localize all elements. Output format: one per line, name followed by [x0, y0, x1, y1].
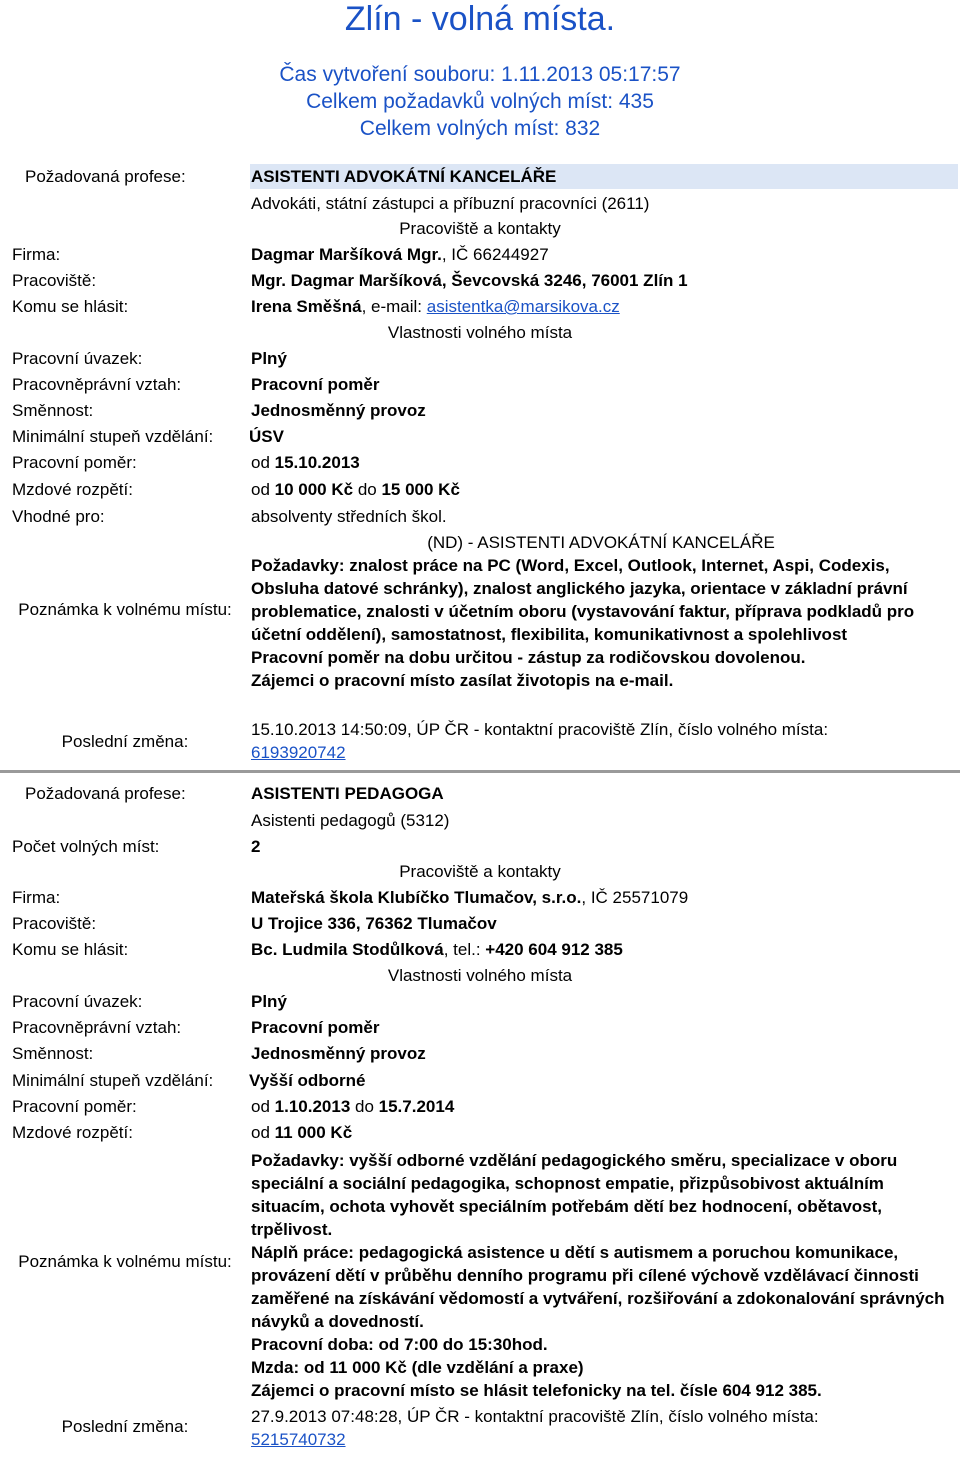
section-properties: Vlastnosti volného místa [387, 966, 573, 985]
contact-name: Bc. Ludmila Stodůlková [251, 940, 444, 959]
relation-label: Pracovněprávní vztah: [12, 1018, 182, 1037]
contact-sep: , tel.: [443, 940, 486, 959]
contact-sep: , e-mail: [361, 297, 427, 316]
last-change-label: Poslední změna: [61, 732, 189, 751]
workplace-label: Pracoviště: [12, 271, 97, 290]
employment-from: 15.10.2013 [274, 453, 360, 472]
page-title: Zlín - volná místa. [344, 0, 616, 38]
education-label: Minimální stupeň vzdělání: [12, 427, 214, 446]
shift-value: Jednosměnný provoz [251, 1044, 426, 1063]
employment-value [251, 1097, 454, 1117]
section-contacts: Pracoviště a kontakty [399, 862, 561, 881]
salary-label: Mzdové rozpětí: [12, 1123, 133, 1142]
salary-from: 11 000 Kč [274, 1123, 353, 1142]
workload-label: Pracovní úvazek: [12, 349, 143, 368]
shift-value: Jednosměnný provoz [251, 401, 426, 420]
salary-mid: do [353, 480, 382, 499]
note-title: (ND) - ASISTENTI ADVOKÁTNÍ KANCELÁŘE [427, 533, 775, 552]
salary-from: 10 000 Kč [274, 480, 354, 499]
note-extra-2: Zájemci o pracovní místo zasílat životopis na e-mail. [251, 671, 674, 690]
note-body: Požadavky: znalost práce na PC (Word, Excel, Outlook, Internet, Aspi, Codexis, Obsluha datové schránky), znalost anglického jazyka, orientace v základní právní problematice, znalosti v účetním oboru (vystavování faktur, příprava podkladů pro účetní oddělení), samostatnost, flexibilita, komunikativnost a spolehlivost [251, 556, 915, 644]
employment-label: Pracovní poměr: [12, 453, 137, 472]
last-change-text: 15.10.2013 14:50:09, ÚP ČR - kontaktní pracoviště Zlín, číslo volného místa: [251, 720, 829, 739]
note-paragraph-5: Zájemci o pracovní místo se hlásit telefonicky na tel. čísle 604 912 385. [251, 1381, 822, 1400]
employment-label: Pracovní poměr: [12, 1097, 137, 1116]
firm-value [251, 245, 549, 265]
offer-number-link[interactable]: 5215740732 [251, 1430, 346, 1449]
firm-ic: , IČ 25571079 [581, 888, 689, 907]
profession-label: Požadovaná profese: [25, 784, 186, 803]
offer-separator [0, 770, 960, 773]
last-change-value [251, 1405, 951, 1451]
contact-email-link[interactable]: asistentka@marsikova.cz [426, 297, 620, 316]
workload-label: Pracovní úvazek: [12, 992, 143, 1011]
last-change-value [251, 718, 951, 764]
employment-prefix: od [251, 453, 275, 472]
employment-from: 1.10.2013 [274, 1097, 351, 1116]
shift-label: Směnnost: [12, 401, 94, 420]
subprofession: Asistenti pedagogů (5312) [251, 811, 450, 830]
workplace-value: Mgr. Dagmar Maršíková, Ševcovská 3246, 76001 Zlín 1 [251, 271, 688, 290]
note-paragraph-3: Pracovní doba: od 7:00 do 15:30hod. [251, 1335, 548, 1354]
firm-value [251, 888, 688, 908]
employment-to: 15.7.2014 [378, 1097, 455, 1116]
profession-name: ASISTENTI ADVOKÁTNÍ KANCELÁŘE [251, 167, 557, 186]
salary-value [251, 1123, 352, 1143]
firm-label: Firma: [12, 245, 61, 264]
suitable-label: Vhodné pro: [12, 507, 105, 526]
firm-name: Mateřská škola Klubíčko Tlumačov, s.r.o. [251, 888, 582, 907]
employment-prefix: od [251, 1097, 275, 1116]
salary-label: Mzdové rozpětí: [12, 480, 133, 499]
total-requests: Celkem požadavků volných míst: 435 [306, 90, 654, 113]
note-paragraph-1: Požadavky: vyšší odborné vzdělání pedagogického směru, specializace v oboru speciální a sociální pedagogika, schopnost empatie, přizpůsobivost aktuálním situacím, ochota vyhovět speciálním potřebám dětí bez hodnocení, obětavost, trpělivost. [251, 1151, 898, 1239]
file-created-time: Čas vytvoření souboru: 1.11.2013 05:17:57 [279, 63, 681, 86]
note-label: Poznámka k volnému místu: [18, 600, 232, 619]
education-value: Vyšší odborné [249, 1071, 366, 1090]
contact-label: Komu se hlásit: [12, 940, 129, 959]
note-extra-1: Pracovní poměr na dobu určitou - zástup za rodičovskou dovolenou. [251, 648, 806, 667]
employment-value [251, 453, 360, 473]
salary-value [251, 480, 460, 500]
employment-mid: do [350, 1097, 379, 1116]
salary-prefix: od [251, 480, 275, 499]
workload-value: Plný [251, 992, 287, 1011]
last-change-text: 27.9.2013 07:48:28, ÚP ČR - kontaktní pracoviště Zlín, číslo volného místa: [251, 1407, 819, 1426]
count-value: 2 [251, 837, 261, 856]
shift-label: Směnnost: [12, 1044, 94, 1063]
profession-label: Požadovaná profese: [25, 167, 186, 186]
relation-label: Pracovněprávní vztah: [12, 375, 182, 394]
contact-label: Komu se hlásit: [12, 297, 129, 316]
contact-phone: +420 604 912 385 [485, 940, 623, 959]
note-paragraph-2: Náplň práce: pedagogická asistence u dětí s autismem a poruchou komunikace, provázení dětí v průběhu denního programu při cílené výchově vzdělávací činnosti zaměřené na získávání vědomostí a vytváření, rozšiřování a zdokonalování správných návyků a dovedností. [251, 1243, 945, 1331]
last-change-label: Poslední změna: [61, 1417, 189, 1436]
note-value [251, 531, 951, 692]
relation-value: Pracovní poměr [251, 375, 380, 394]
salary-prefix: od [251, 1123, 275, 1142]
workload-value: Plný [251, 349, 287, 368]
total-positions: Celkem volných míst: 832 [359, 117, 601, 140]
contact-value [251, 297, 620, 317]
firm-name: Dagmar Maršíková Mgr. [251, 245, 442, 264]
subprofession: Advokáti, státní zástupci a příbuzní pracovníci (2611) [251, 194, 650, 213]
workplace-value: U Trojice 336, 76362 Tlumačov [251, 914, 497, 933]
contact-value [251, 940, 623, 960]
count-label: Počet volných míst: [12, 837, 160, 856]
profession-name: ASISTENTI PEDAGOGA [251, 784, 444, 803]
workplace-label: Pracoviště: [12, 914, 97, 933]
offer-number-link[interactable]: 6193920742 [251, 743, 346, 762]
note-paragraph-4: Mzda: od 11 000 Kč (dle vzdělání a praxe) [251, 1358, 584, 1377]
salary-to: 15 000 Kč [381, 480, 460, 499]
contact-name: Irena Směšná [251, 297, 362, 316]
section-properties: Vlastnosti volného místa [387, 323, 573, 342]
note-label: Poznámka k volnému místu: [18, 1252, 232, 1271]
suitable-value: absolventy středních škol. [251, 507, 447, 526]
education-value: ÚSV [249, 427, 284, 446]
firm-label: Firma: [12, 888, 61, 907]
firm-ic: , IČ 66244927 [441, 245, 549, 264]
section-contacts: Pracoviště a kontakty [399, 219, 561, 238]
relation-value: Pracovní poměr [251, 1018, 380, 1037]
note-value [251, 1149, 951, 1402]
education-label: Minimální stupeň vzdělání: [12, 1071, 214, 1090]
